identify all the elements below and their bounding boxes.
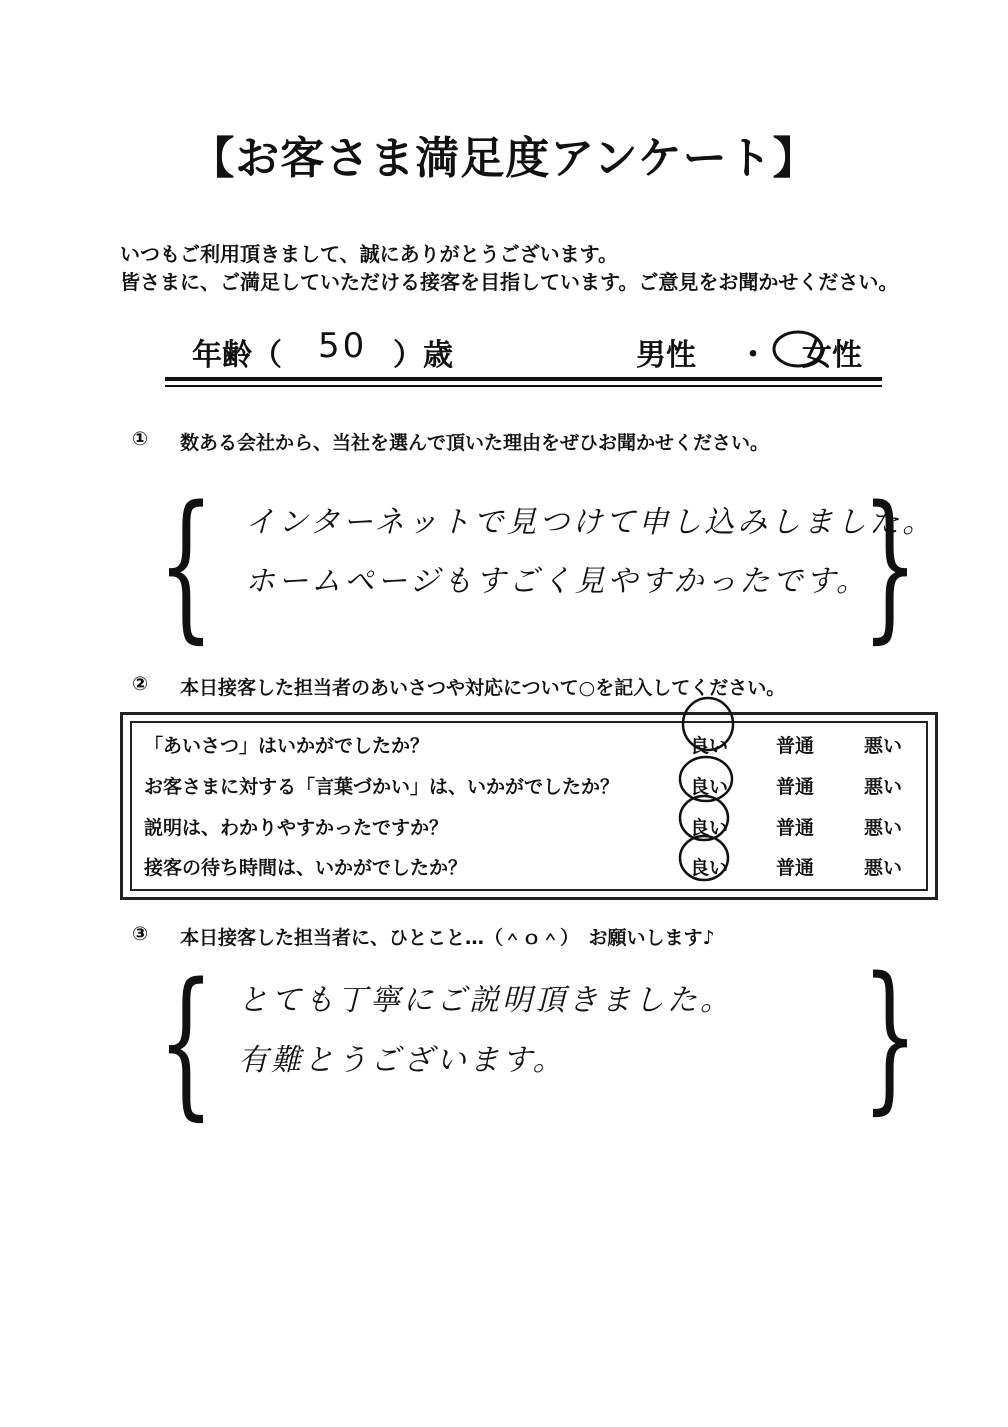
rating-row-4-average: 普通 [776, 857, 815, 879]
q3-right-brace: } [862, 942, 918, 1129]
age-label: 年齢（ [192, 338, 282, 373]
rating-row-2-average: 普通 [776, 776, 815, 798]
rating-row-3-good: 良い [690, 817, 729, 839]
q1-number: ① [132, 428, 149, 450]
age-value: 50 [318, 326, 368, 366]
rating-row-1-question: 「あいさつ」はいかがでしたか？ [144, 735, 430, 757]
q3-left-brace: { [158, 948, 214, 1135]
rating-row-2-question: お客さまに対する「言葉づかい」は、いかがでしたか？ [144, 776, 620, 798]
q3-answer-line-1: とても丁寧にご説明頂きました。 [238, 983, 733, 1018]
header-rule-thin [165, 385, 882, 387]
male-option: 男性 [636, 338, 696, 373]
row-4-selection-circle [680, 836, 728, 880]
q1-answer-line-1: インターネットで見つけて申し込みしました。 [245, 505, 936, 540]
rating-row-1-average: 普通 [776, 735, 815, 757]
row-3-selection-circle [680, 796, 728, 840]
rating-row-4-good: 良い [690, 857, 729, 879]
q1-left-brace: { [158, 471, 214, 658]
rating-row-1-bad: 悪い [864, 735, 903, 757]
female-selected-circle [770, 327, 830, 373]
rating-row-4-question: 接客の待ち時間は、いかがでしたか？ [144, 857, 468, 879]
q3-number: ③ [132, 923, 149, 945]
q1-right-brace: } [862, 471, 918, 658]
female-option: 女性 [802, 338, 862, 373]
q2-text: 本日接客した担当者のあいさつや対応について○を記入してください。 [180, 677, 786, 699]
gender-separator: ・ [738, 338, 768, 373]
q3-answer-line-2: 有難とうございます。 [238, 1043, 566, 1078]
row-2-selection-circle [680, 757, 732, 801]
rating-row-2-bad: 悪い [864, 776, 903, 798]
q3-text: 本日接客した担当者に、ひとこと…（＾ｏ＾） お願いします♪ [180, 927, 715, 949]
good-selection-circles [668, 690, 748, 890]
rating-row-3-question: 説明は、わかりやすかったですか？ [144, 817, 449, 839]
header-rule-thick [165, 377, 882, 381]
survey-title: 【お客さま満足度アンケート】 [190, 133, 818, 184]
q1-text: 数ある会社から、当社を選んで頂いた理由をぜひお聞かせください。 [180, 432, 770, 454]
intro-line-2: 皆さまに、ご満足していただける接客を目指しています。ご意見をお聞かせください。 [120, 270, 899, 294]
intro-line-1: いつもご利用頂きまして、誠にありがとうございます。 [120, 242, 618, 266]
rating-row-3-bad: 悪い [864, 817, 903, 839]
row-1-selection-circle [683, 698, 733, 750]
rating-row-2-good: 良い [690, 776, 729, 798]
rating-row-3-average: 普通 [776, 817, 815, 839]
age-suffix: ）歳 [393, 338, 453, 373]
q2-number: ② [132, 673, 149, 695]
q1-answer-line-2: ホームページもすごく見やすかったです。 [245, 564, 869, 599]
rating-row-1-good: 良い [690, 735, 729, 757]
rating-row-4-bad: 悪い [864, 857, 903, 879]
